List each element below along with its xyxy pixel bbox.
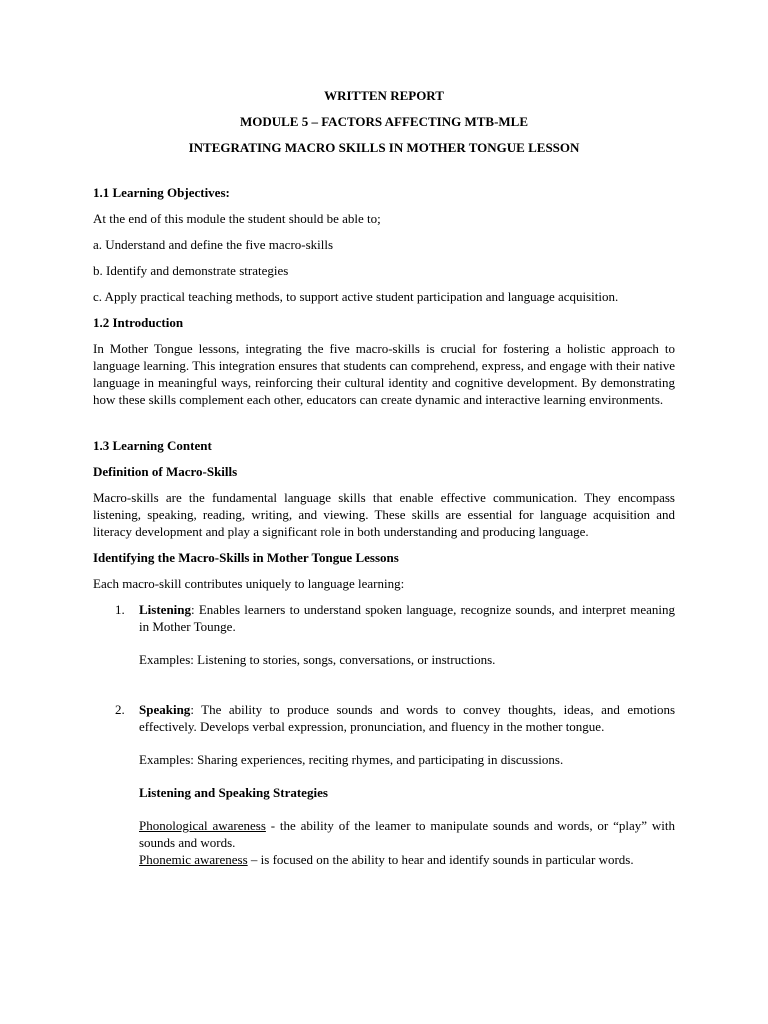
list-number: 2. (115, 702, 125, 717)
objective-c: c. Apply practical teaching methods, to support active student participation and language acquisition. (93, 289, 619, 304)
objectives-intro: At the end of this module the student should be able to; (93, 211, 381, 226)
listening-description: Listening: Enables learners to understand spoken language, recognize sounds, and interpret meaning in Mother Tounge. (139, 602, 675, 634)
speaking-examples: Examples: Sharing experiences, reciting rhymes, and participating in discussions. (139, 752, 564, 767)
list-item-listening (93, 601, 675, 668)
phonemic-term: Phonemic awareness (139, 852, 248, 867)
definition-text: Macro-skills are the fundamental language skills that enable effective communication. They encompass listening, speaking, reading, writing, and viewing. These skills are essential for language acquisition and literacy development and play a significant role in both understanding and producing language. (93, 490, 675, 539)
objectives-heading: 1.1 Learning Objectives: (93, 185, 230, 200)
document-content (93, 87, 675, 868)
identifying-intro: Each macro-skill contributes uniquely to language learning: (93, 576, 405, 591)
strategies-heading: Listening and Speaking Strategies (139, 785, 328, 800)
definition-heading: Definition of Macro-Skills (93, 464, 238, 479)
report-title: WRITTEN REPORT (324, 88, 444, 103)
learning-content-heading: 1.3 Learning Content (93, 438, 212, 453)
objective-b: b. Identify and demonstrate strategies (93, 263, 289, 278)
phonological-term: Phonological awareness (139, 818, 266, 833)
module-title: MODULE 5 – FACTORS AFFECTING MTB-MLE (239, 114, 529, 129)
identifying-heading: Identifying the Macro-Skills in Mother Tongue Lessons (93, 550, 399, 565)
lesson-title: INTEGRATING MACRO SKILLS IN MOTHER TONGUE LESSON (188, 140, 580, 155)
introduction-heading: 1.2 Introduction (93, 315, 184, 330)
phonemic-awareness: Phonemic awareness – is focused on the ability to hear and identify sounds in particular words. (139, 852, 634, 867)
list-number: 1. (115, 602, 125, 617)
phonological-awareness: Phonological awareness - the ability of the leamer to manipulate sounds and words, or “play” with sounds and words. (139, 818, 675, 850)
speaking-description: Speaking: The ability to produce sounds and words to convey thoughts, ideas, and emotions effectively. Develops verbal expression, pronunciation, and fluency in the mother tongue. (139, 702, 675, 734)
listening-examples: Examples: Listening to stories, songs, conversations, or instructions. (139, 652, 496, 667)
speaking-term: Speaking (139, 702, 191, 717)
introduction-text: In Mother Tongue lessons, integrating the five macro-skills is crucial for fostering a holistic approach to language learning. This integration ensures that students can comprehend, express, and engage with their native language in meaningful ways, reinforcing their cultural identity and cognitive development. By demonstrating how these skills complement each other, educators can create dynamic and interactive learning environments. (93, 341, 675, 407)
objective-a: a. Understand and define the five macro-skills (93, 237, 334, 252)
list-item-speaking (93, 701, 675, 868)
listening-term: Listening (139, 602, 192, 617)
